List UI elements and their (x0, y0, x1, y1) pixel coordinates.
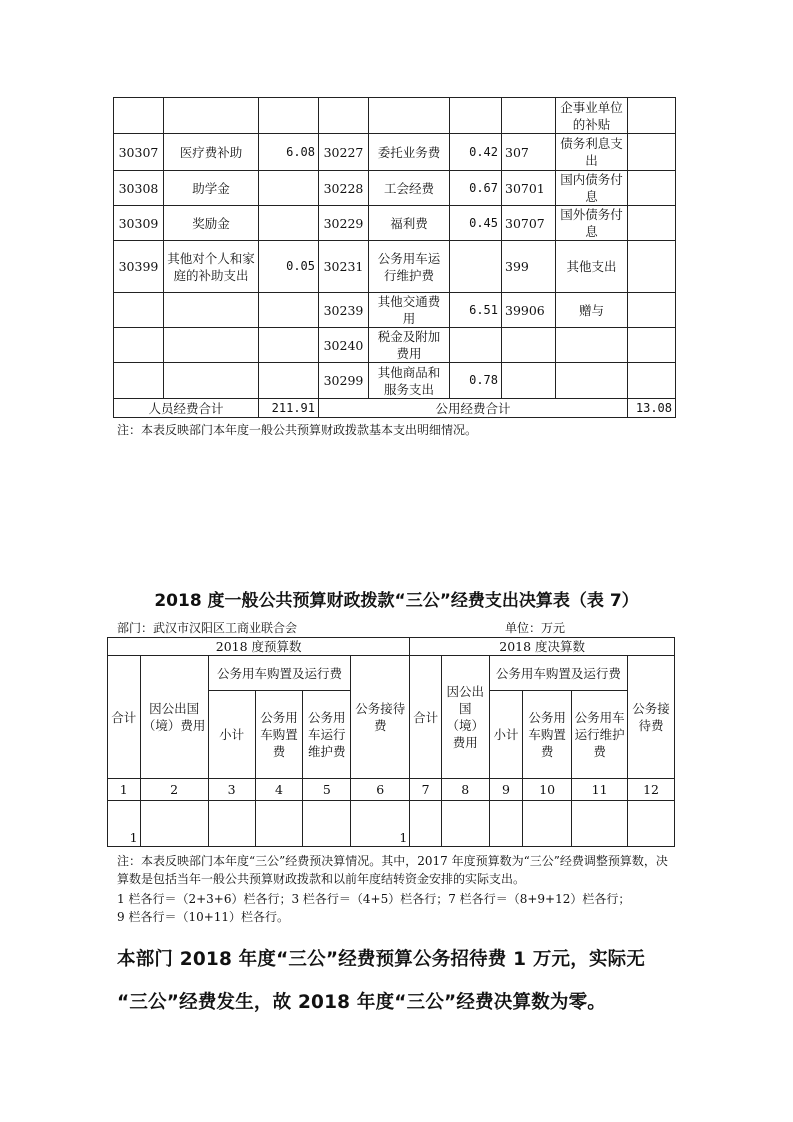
table-cell: 30239 (319, 293, 369, 328)
table-cell: 其他支出 (556, 241, 628, 293)
table-cell: 其他交通费用 (369, 293, 450, 328)
table-cell: 30240 (319, 328, 369, 363)
table-cell (450, 98, 502, 134)
table-cell: 企事业单位的补贴 (556, 98, 628, 134)
table-cell (628, 293, 676, 328)
data-cell (489, 801, 523, 847)
table-cell (164, 98, 259, 134)
table-row (114, 98, 676, 134)
table-cell: 307 (502, 134, 556, 171)
table-cell: 国内债务付息 (556, 171, 628, 206)
column-number-cell: 9 (489, 779, 523, 801)
table-row (114, 134, 676, 171)
table-row (114, 363, 676, 399)
column-number-cell: 1 (108, 779, 141, 801)
table-cell (164, 363, 259, 399)
unit-label: 单位：万元 (505, 621, 566, 635)
column-number-cell: 6 (351, 779, 410, 801)
data-cell (523, 801, 572, 847)
budget-car-operation-header: 公务用车运行维护费 (303, 691, 351, 779)
table-cell (628, 206, 676, 241)
table-cell: 30229 (319, 206, 369, 241)
final-subtotal-header: 小计 (489, 691, 523, 779)
final-car-group-header: 公务用车购置及运行费 (489, 656, 627, 691)
table-cell: 税金及附加费用 (369, 328, 450, 363)
table-cell: 30707 (502, 206, 556, 241)
budget-car-purchase-header: 公务用车购置费 (255, 691, 303, 779)
table-cell (114, 328, 164, 363)
table-cell: 39906 (502, 293, 556, 328)
column-number-cell: 11 (572, 779, 628, 801)
data-cell (255, 801, 303, 847)
basic-expenditure-detail-table (113, 97, 676, 418)
table-cell (114, 98, 164, 134)
table-cell (556, 328, 628, 363)
three-public-expenses-table (107, 637, 675, 847)
table-cell: 30307 (114, 134, 164, 171)
table-total-row (114, 399, 676, 418)
table-cell: 0.42 (450, 134, 502, 171)
table-cell (628, 328, 676, 363)
personnel-total-label: 人员经费合计 (114, 399, 259, 418)
table-cell (319, 98, 369, 134)
public-total-label: 公用经费合计 (319, 399, 628, 418)
table-cell (164, 293, 259, 328)
table-cell (628, 134, 676, 171)
table-cell: 医疗费补助 (164, 134, 259, 171)
table-cell (628, 241, 676, 293)
data-cell (208, 801, 255, 847)
table-cell: 其他商品和服务支出 (369, 363, 450, 399)
table-cell: 30309 (114, 206, 164, 241)
table-cell: 助学金 (164, 171, 259, 206)
table-cell: 30299 (319, 363, 369, 399)
column-number-cell: 12 (628, 779, 675, 801)
table2-note-2: 1 栏各行＝（2+3+6）栏各行；3 栏各行＝（4+5）栏各行；7 栏各行＝（8+9+12）栏各行； (117, 892, 631, 906)
final-reception-header: 公务接待费 (628, 656, 675, 779)
table-row (114, 206, 676, 241)
data-cell (140, 801, 208, 847)
table-cell (556, 363, 628, 399)
data-cell: 1 (351, 801, 410, 847)
data-cell (441, 801, 489, 847)
column-number-cell: 10 (523, 779, 572, 801)
column-number-cell: 2 (140, 779, 208, 801)
data-cell (303, 801, 351, 847)
table-cell (259, 206, 319, 241)
table-cell: 0.78 (450, 363, 502, 399)
data-cell: 1 (108, 801, 141, 847)
table-cell: 奖励金 (164, 206, 259, 241)
table-cell (259, 293, 319, 328)
table-cell (502, 363, 556, 399)
table-row (114, 328, 676, 363)
table-cell: 赠与 (556, 293, 628, 328)
budget-header: 2018 度预算数 (108, 638, 410, 656)
table-cell: 委托业务费 (369, 134, 450, 171)
table-cell (259, 171, 319, 206)
table-cell: 30231 (319, 241, 369, 293)
table-cell: 公务用车运行维护费 (369, 241, 450, 293)
table-cell (450, 328, 502, 363)
data-cell (410, 801, 442, 847)
table-cell: 0.05 (259, 241, 319, 293)
table-cell: 30228 (319, 171, 369, 206)
department-label: 部门：武汉市汉阳区工商业联合会 (117, 621, 298, 635)
table-cell (114, 363, 164, 399)
table-row (114, 241, 676, 293)
final-car-operation-header: 公务用车运行维护费 (572, 691, 628, 779)
table-cell (114, 293, 164, 328)
table-cell: 0.45 (450, 206, 502, 241)
table-cell (450, 241, 502, 293)
table-cell (502, 98, 556, 134)
table-cell: 30399 (114, 241, 164, 293)
table1-note: 注：本表反映部门本年度一般公共预算财政拨款基本支出明细情况。 (117, 423, 478, 437)
budget-total-header: 合计 (108, 656, 141, 779)
budget-subtotal-header: 小计 (208, 691, 255, 779)
table-cell (164, 328, 259, 363)
table-cell (502, 328, 556, 363)
table-cell (628, 171, 676, 206)
table-cell: 0.67 (450, 171, 502, 206)
table-row (114, 171, 676, 206)
table2-title: 2018 度一般公共预算财政拨款“三公”经费支出决算表（表 7） (154, 591, 639, 611)
column-number-cell: 8 (441, 779, 489, 801)
table2-note-3: 9 栏各行＝（10+11）栏各行。 (117, 910, 290, 924)
table-cell (259, 98, 319, 134)
table-cell: 6.08 (259, 134, 319, 171)
column-number-cell: 5 (303, 779, 351, 801)
table-cell: 30227 (319, 134, 369, 171)
data-cell (572, 801, 628, 847)
budget-car-group-header: 公务用车购置及运行费 (208, 656, 350, 691)
final-header: 2018 度决算数 (410, 638, 675, 656)
table2-note-1: 注：本表反映部门本年度“三公”经费预决算情况。其中，2017 年度预算数为“三公”经费调整预算数，决算数是包括当年一般公共预算财政拨款和以前年度结转资金安排的实际支出。 (117, 854, 668, 886)
table-cell: 399 (502, 241, 556, 293)
final-abroad-header: 因公出国（境）费用 (441, 656, 489, 779)
column-number-cell: 7 (410, 779, 442, 801)
conclusion-line-1: 本部门 2018 年度“三公”经费预算公务招待费 1 万元，实际无 (117, 949, 646, 970)
public-total-value: 13.08 (628, 399, 676, 418)
conclusion-line-2: “三公”经费发生，故 2018 年度“三公”经费决算数为零。 (117, 992, 607, 1013)
table-cell: 30701 (502, 171, 556, 206)
data-cell (628, 801, 675, 847)
budget-reception-header: 公务接待费 (351, 656, 410, 779)
table-cell: 其他对个人和家庭的补助支出 (164, 241, 259, 293)
column-number-cell: 4 (255, 779, 303, 801)
budget-abroad-header: 因公出国（境）费用 (140, 656, 208, 779)
table-cell: 30308 (114, 171, 164, 206)
column-number-cell: 3 (208, 779, 255, 801)
table-cell: 国外债务付息 (556, 206, 628, 241)
table-cell (369, 98, 450, 134)
personnel-total-value: 211.91 (259, 399, 319, 418)
table-cell: 福利费 (369, 206, 450, 241)
table-row (114, 293, 676, 328)
table-cell: 工会经费 (369, 171, 450, 206)
table-cell: 6.51 (450, 293, 502, 328)
table-cell (628, 98, 676, 134)
column-number-row (108, 779, 675, 801)
final-total-header: 合计 (410, 656, 442, 779)
table-row (108, 801, 675, 847)
table-cell: 债务利息支出 (556, 134, 628, 171)
table-cell (259, 328, 319, 363)
final-car-purchase-header: 公务用车购置费 (523, 691, 572, 779)
table-cell (628, 363, 676, 399)
table-cell (259, 363, 319, 399)
